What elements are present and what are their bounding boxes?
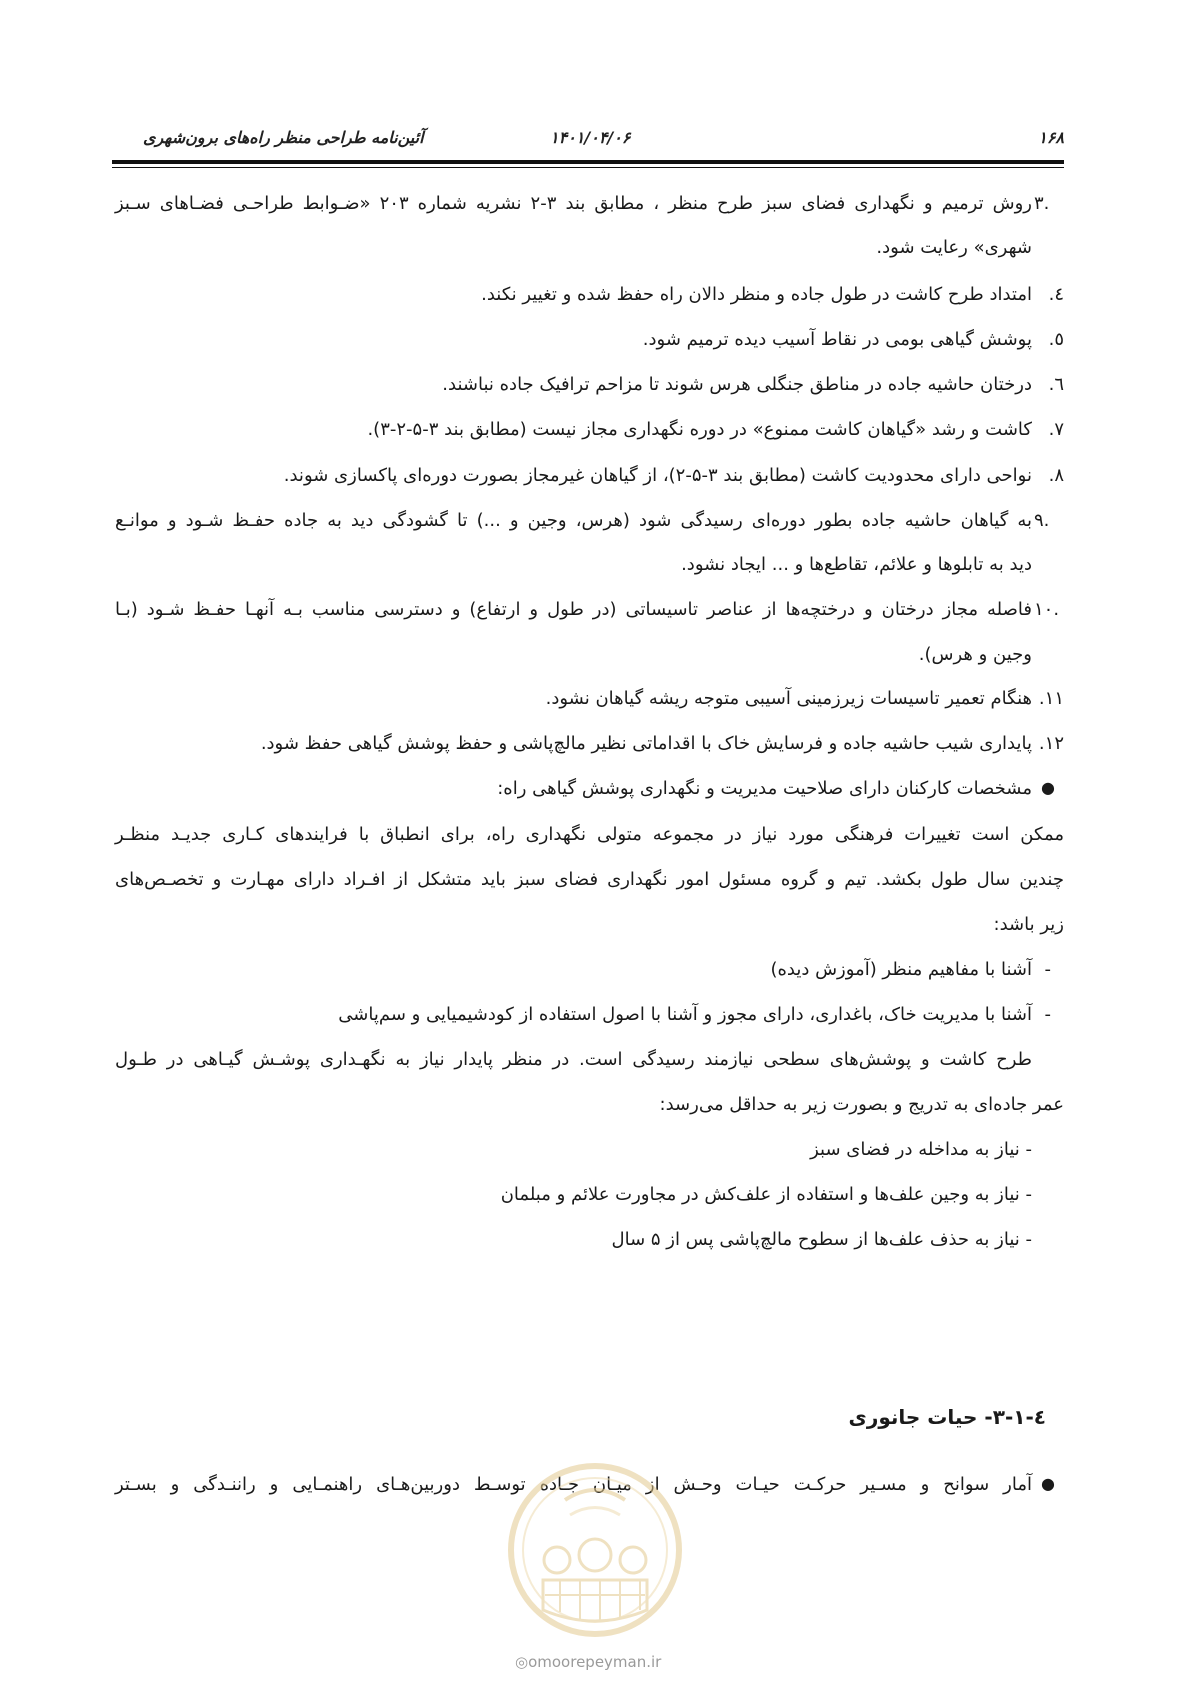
list-number: ٦.: [1048, 374, 1064, 395]
list-number: ٨.: [1048, 465, 1064, 486]
paragraph-line: عمر جاده‌ای به تدریج و بصورت زیر به حداقل می‌رسد:: [659, 1094, 1064, 1115]
header-rule-thin: [112, 167, 1064, 168]
list-item: [367, 415, 1064, 445]
globe-icon: ◎: [515, 1653, 529, 1671]
list-line: امتداد طرح کاشت در طول جاده و منظر دالان راه حفظ شده و تغییر نکند.: [481, 284, 1032, 305]
watermark-url-text: omoorepeyman.ir: [528, 1653, 662, 1671]
list-item: [284, 461, 1064, 491]
section-heading: ٤-١-٣- حیات جانوری: [848, 1405, 1046, 1429]
watermark-seal-icon: [505, 1460, 685, 1640]
list-line: دید به تابلوها و علائم، تقاطع‌ها و ... ایجاد نشود.: [681, 554, 1032, 575]
paragraph-line: زیر باشد:: [993, 914, 1064, 935]
list-line: شهری» رعایت شود.: [876, 237, 1032, 258]
list-line: هنگام تعمیر تاسیسات زیرزمینی آسیبی متوجه ریشه گیاهان نشود.: [545, 688, 1032, 709]
list-line: به گیاهان حاشیه جاده بطور دوره‌ای رسیدگی شود (هرس، وجین و ...) تا گشودگی دید به جاده حفـظ شـود و موانـع: [115, 510, 1032, 531]
dash-item: آشنا با مدیریت خاک، باغداری، دارای مجوز و آشنا با اصول استفاده از کودشیمیایی و سم‌پاشی: [338, 1004, 1032, 1025]
list-number: ٥.: [1048, 329, 1064, 350]
list-number: ٩.: [1034, 510, 1050, 531]
list-line: روش ترمیم و نگهداری فضای سبز طرح منظر ، مطابق بند ۳-۲ نشریه شماره ۲۰۳ «ضـوابط طراحـی فضـاهای سـبز: [115, 193, 1032, 214]
need-item: - نیاز به حذف علف‌ها از سطوح مالچ‌پاشی پس از ۵ سال: [611, 1229, 1032, 1250]
list-line: درختان حاشیه جاده در مناطق جنگلی هرس شوند تا مزاحم ترافیک جاده نباشند.: [442, 374, 1032, 395]
list-line: وجین و هرس).: [918, 644, 1032, 665]
list-item: [481, 280, 1064, 310]
header-title: آئین‌نامه طراحی منظر راه‌های برون‌شهری: [143, 128, 424, 147]
header-rule-thick: [112, 160, 1064, 164]
list-item: [643, 325, 1064, 355]
dash-item: آشنا با مفاهیم منظر (آموزش دیده): [770, 959, 1032, 980]
bullet-text: آمار سوانح و مسـیر حرکـت حیـات وحـش از میـان جـاده توسـط دوربین‌هـای راهنمـایی و راننـدگی و بسـتر: [115, 1474, 1032, 1495]
dash-icon: -: [1044, 1004, 1051, 1025]
paragraph-line: چندین سال طول بکشد. تیم و گروه مسئول امور نگهداری فضای سبز باید متشکل از افـراد دارای مهـارت و تخصـص‌های: [115, 869, 1064, 890]
bullet-text: مشخصات کارکنان دارای صلاحیت مدیریت و نگهداری پوشش گیاهی راه:: [497, 778, 1032, 799]
watermark-url: [515, 1653, 661, 1671]
list-number: ٧.: [1048, 419, 1064, 440]
list-item: [546, 684, 1064, 714]
list-item: [115, 189, 1064, 219]
need-item: - نیاز به وجین علف‌ها و استفاده از علف‌کش در مجاورت علائم و مبلمان: [500, 1184, 1032, 1205]
list-line: پوشش گیاهی بومی در نقاط آسیب دیده ترمیم شود.: [642, 329, 1032, 350]
paragraph-line: ممکن است تغییرات فرهنگی مورد نیاز در مجموعه متولی نگهداری راه، برای انطباق با فرایندهای کـاری جدیـد منظـر: [115, 824, 1064, 845]
dash-icon: -: [1044, 959, 1051, 980]
bullet-icon: ●: [1041, 1474, 1055, 1493]
list-line: فاصله مجاز درختان و درختچه‌ها از عناصر تاسیساتی (در طول و ارتفاع) و دسترسی مناسب بـه آنهـا حفـظ شـود (بـا: [115, 599, 1032, 620]
list-number: ١١.: [1038, 688, 1064, 709]
list-line: کاشت و رشد «گیاهان کاشت ممنوع» در دوره نگهداری مجاز نیست (مطابق بند ۳-۵-۲-۳).: [367, 419, 1032, 440]
list-number: ۳.: [1034, 193, 1050, 214]
list-line: پایداری شیب حاشیه جاده و فرسایش خاک با اقداماتی نظیر مالچ‌پاشی و حفظ پوشش گیاهی حفظ شود.: [260, 733, 1032, 754]
list-item: [442, 370, 1064, 400]
need-item: - نیاز به مداخله در فضای سبز: [810, 1139, 1032, 1160]
header-date: ۱۴۰۱/۰۴/۰۶: [550, 128, 631, 147]
list-item: [261, 729, 1064, 759]
page-number: ۱۶۸: [1038, 128, 1064, 147]
list-number: ١٢.: [1038, 733, 1064, 754]
list-number: ١٠.: [1034, 599, 1060, 620]
bullet-icon: ●: [1041, 778, 1055, 797]
list-item: [115, 595, 1064, 625]
list-number: ٤.: [1048, 284, 1064, 305]
paragraph-line: طرح کاشت و پوشش‌های سطحی نیازمند رسیدگی است. در منظر پایدار نیاز به نگهـداری پوشـش گیـاهی در طـول: [115, 1049, 1032, 1070]
list-item: [115, 506, 1064, 536]
list-line: نواحی دارای محدودیت کاشت (مطابق بند ۳-۵-۲)، از گیاهان غیرمجاز بصورت دوره‌ای پاکسازی شوند.: [283, 465, 1032, 486]
